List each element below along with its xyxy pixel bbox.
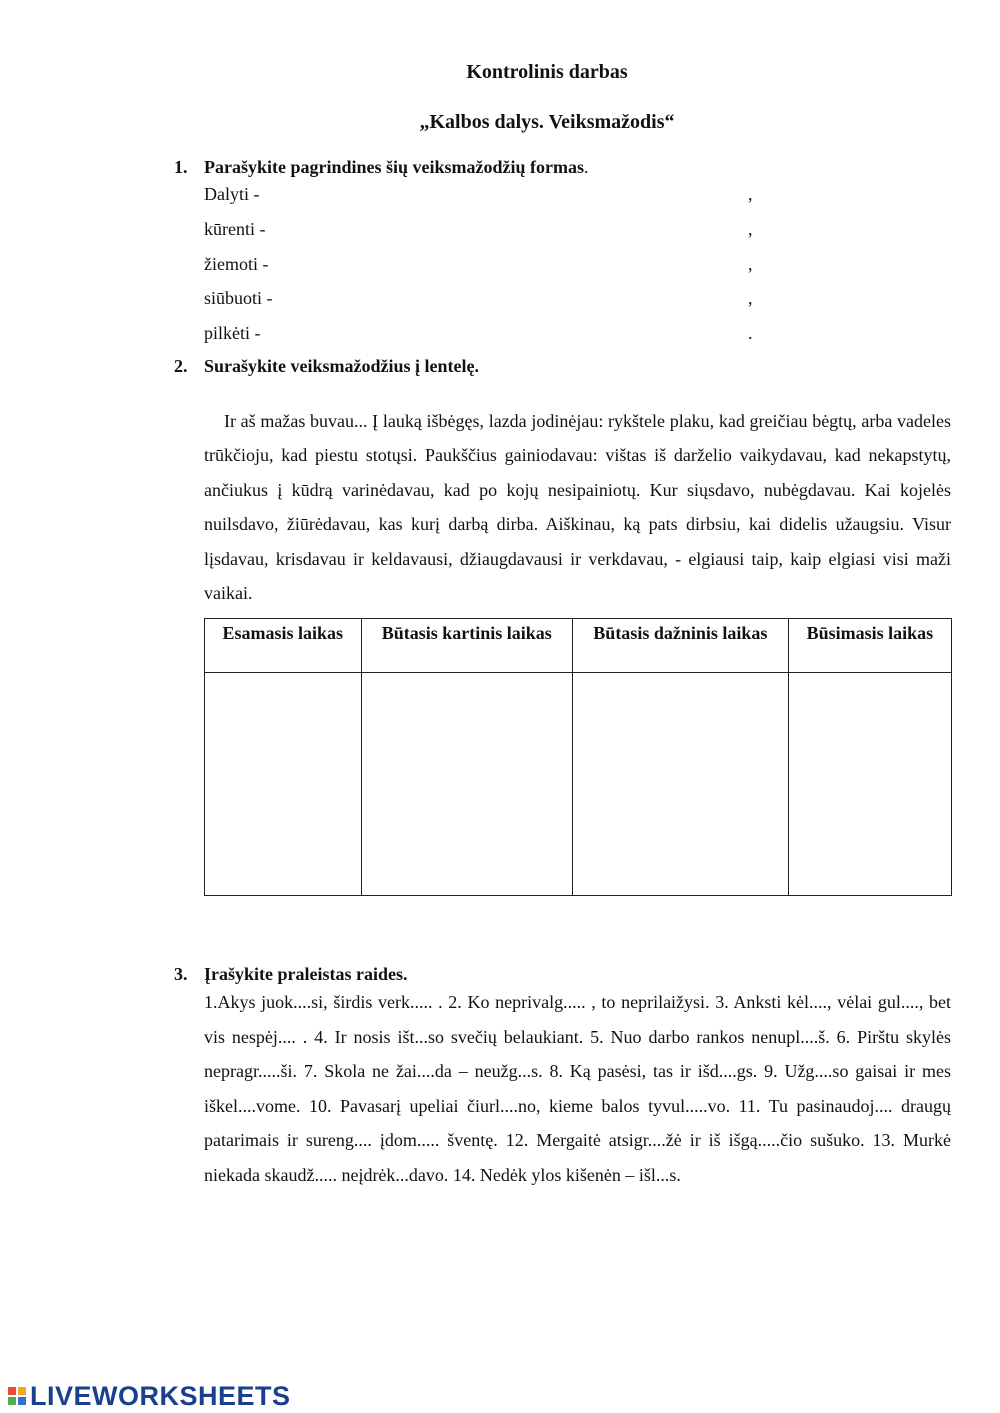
logo-square [18,1397,26,1405]
answer-cell-past-frequentative[interactable] [572,673,788,896]
page-subtitle: „Kalbos dalys. Veiksmažodis“ [419,111,675,133]
task-title: Įrašykite praleistas raides. [204,964,408,984]
task-title: Parašykite pagrindines šių veiksmažodžių formas [204,157,585,177]
verb-form-separator: , [748,184,753,204]
logo-mark-icon [8,1387,26,1405]
task-number: 2. [174,356,188,376]
verb-tense-table [204,618,952,896]
task-title-period: . [584,157,589,177]
verb-form-row: kūrenti - [204,219,266,239]
answer-cell-present[interactable] [205,673,362,896]
task-number: 1. [174,157,188,177]
task-2-heading [174,356,479,377]
verb-form-row: žiemoti - [204,254,269,274]
fill-in-sentences: 1.Akys juok....si, širdis verk..... . 2. Ko neprivalg..... , to neprilaižysi. 3. Anksti kėl...., vėlai gul...., bet vis nespėj.... . 4. Ir nosis išt...so svečių belaukiant. 5. Nuo darbo rankos nenupl....š. 6. Pirštu skylės nepragr.....ši. 7. Skola ne žai....da – neužg...s. 8. Ką pasėsi, tas ir išd....gs. 9. Užg....so gaisai ir mes iškel....vome. 10. Pavasarį upeliai čiurl....no, kieme balos tyvul.....vo. 11. Tu pasinaudoj.... draugų patarimais ir sureng.... įdom..... šventę. 12. Mergaitė atsigr....žė ir iš išgą.....čio sušuko. 13. Murkė niekada skaudž..... neįdrėk...davo. 14. Nedėk ylos kišenėn – išl...s. [204,992,951,1185]
verb-form-row: siūbuoti - [204,288,273,308]
table-header-past-simple: Būtasis kartinis laikas [361,619,572,673]
logo-square [8,1397,16,1405]
verb-form-separator: , [748,254,753,274]
logo-square [18,1387,26,1395]
reading-passage: Ir aš mažas buvau... Į lauką išbėgęs, lazda jodinėjau: rykštele plaku, kad greičiau bėgtų, arba vadeles trūkčioju, kad piestu stotųsi. Paukščius gainiodavau: vištas iš darželio vaikydavau, kad nekapstytų, ančiukus į kūdrą varinėdavau, kad po kojų nesipainiotų. Kur siųsdavo, nubėgdavau. Kai kojelės nuilsdavo, žiūrėdavau, kas kurį darbą dirba. Aiškinau, ką pats dirbsiu, kai didelis užaugsiu. Visur lįsdavau, krisdavau ir keldavausi, džiaugdavausi ir verkdavau, - elgiausi taip, kaip elgiasi visi maži vaikai. [204,411,951,604]
page-title: Kontrolinis darbas [466,61,628,83]
logo-text: LIVEWORKSHEETS [30,1380,291,1411]
task-3-heading [174,964,407,985]
answer-cell-future[interactable] [788,673,951,896]
answer-cell-past-simple[interactable] [361,673,572,896]
task-title: Surašykite veiksmažodžius į lentelę. [204,356,479,376]
verb-form-row: Dalyti - [204,184,260,204]
verb-form-separator: . [748,323,753,343]
logo-square [8,1387,16,1395]
table-answer-row [205,673,952,896]
table-header-past-frequentative: Būtasis dažninis laikas [572,619,788,673]
verb-form-separator: , [748,219,753,239]
task-number: 3. [174,964,188,984]
verb-form-separator: , [748,288,753,308]
task-1-heading [174,157,589,178]
liveworksheets-logo [8,1381,291,1411]
table-header-row [205,619,952,673]
table-header-present: Esamasis laikas [205,619,362,673]
table-header-future: Būsimasis laikas [788,619,951,673]
verb-form-row: pilkėti - [204,323,261,343]
